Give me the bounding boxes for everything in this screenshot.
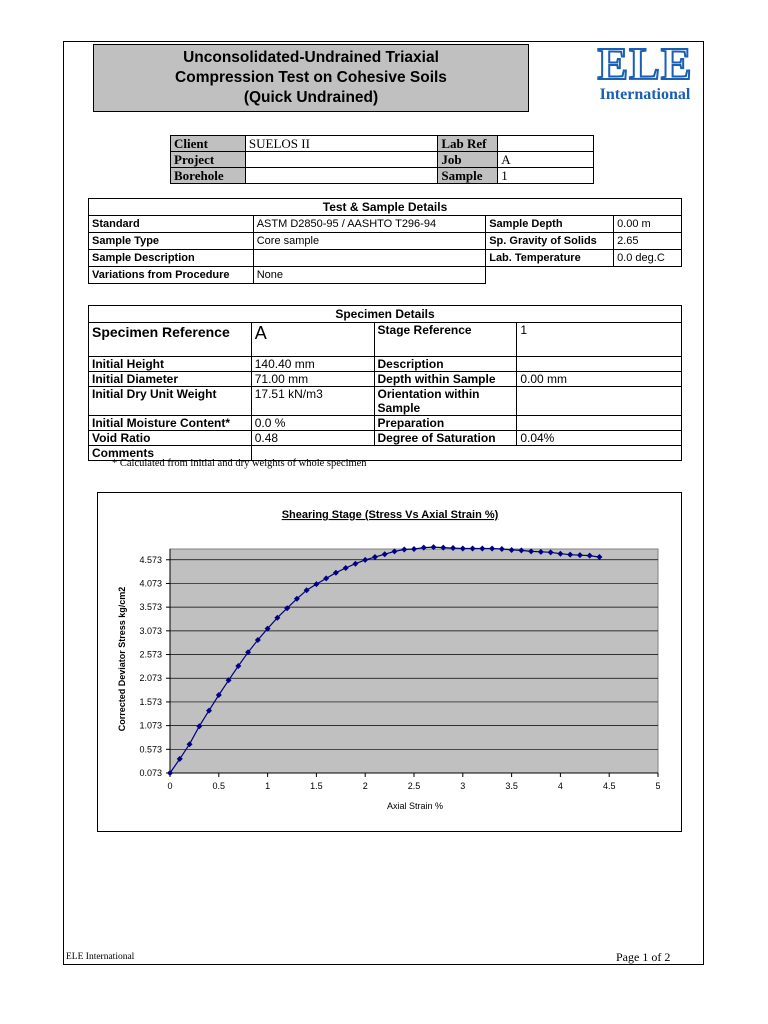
specimen-heading: Specimen Details [89,306,682,323]
labref-label: Lab Ref [438,136,498,152]
depth-within-value: 0.00 mm [517,372,682,387]
gravity-value: 2.65 [614,233,682,250]
y-tick-label: 4.073 [139,578,162,589]
y-tick-label: 0.573 [139,744,162,755]
preparation-label: Preparation [374,416,517,431]
y-tick-label: 1.573 [139,696,162,707]
logo-main-text: ELE [597,38,693,89]
page-number: Page 1 of 2 [616,950,671,964]
initial-diameter-value: 71.00 mm [251,372,374,387]
x-axis-label: Axial Strain % [386,801,444,811]
x-tick-label: 1 [265,781,271,791]
void-ratio-value: 0.48 [251,431,374,446]
client-label: Client [171,136,246,152]
sample-label: Sample [438,168,498,184]
x-tick-label: 4 [557,781,563,791]
description-value [517,357,682,372]
stage-ref-value: 1 [517,323,682,357]
x-tick-label: 2 [362,781,368,791]
chart-container [97,492,682,832]
initial-height-label: Initial Height [89,357,252,372]
stage-ref-label: Stage Reference [374,323,517,357]
title-line-3: (Quick Undrained) [243,89,379,106]
x-tick-label: 3 [460,781,466,791]
y-tick-label: 2.073 [139,673,162,684]
variations-label: Variations from Procedure [89,267,254,284]
comments-label: Comments [89,446,252,461]
initial-height-value: 140.40 mm [251,357,374,372]
y-tick-label: 4.573 [139,554,162,565]
x-tick-label: 1.5 [310,781,323,791]
orientation-label: Orientation within Sample [374,387,517,416]
chart-title: Shearing Stage (Stress Vs Axial Strain %) [281,509,499,521]
specimen-table [88,305,682,461]
standard-value: ASTM D2850-95 / AASHTO T296-94 [253,216,486,233]
sample-depth-label: Sample Depth [486,216,614,233]
void-ratio-label: Void Ratio [89,431,252,446]
dry-weight-label: Initial Dry Unit Weight [89,387,252,416]
labref-value [498,136,594,152]
initial-diameter-label: Initial Diameter [89,372,252,387]
x-tick-label: 0 [167,781,173,791]
project-label: Project [171,152,246,168]
empty-cell [614,267,682,284]
plot-area [170,549,658,773]
y-axis-label: Corrected Deviator Stress kg/cm2 [117,586,127,732]
sample-depth-value: 0.00 m [614,216,682,233]
title-line-2: Compression Test on Cohesive Soils [175,69,447,86]
test-sample-table [88,198,682,284]
sample-type-value: Core sample [253,233,486,250]
report-title [93,44,529,112]
borehole-label: Borehole [171,168,246,184]
y-tick-label: 3.073 [139,625,162,636]
saturation-label: Degree of Saturation [374,431,517,446]
client-table [170,135,594,184]
sample-description-label: Sample Description [89,250,254,267]
x-tick-label: 0.5 [212,781,226,791]
orientation-value [517,387,682,416]
lab-temperature-value: 0.0 deg.C [614,250,682,267]
standard-label: Standard [89,216,254,233]
preparation-value [517,416,682,431]
moisture-value: 0.0 % [251,416,374,431]
y-tick-label: 0.073 [139,768,162,778]
client-value: SUELOS II [245,136,437,152]
saturation-value: 0.04% [517,431,682,446]
y-tick-label: 2.573 [139,649,162,660]
job-value: A [498,152,594,168]
sample-value: 1 [498,168,594,184]
gravity-label: Sp. Gravity of Solids [486,233,614,250]
ele-logo [584,38,706,104]
borehole-value [245,168,437,184]
dry-weight-value: 17.51 kN/m3 [251,387,374,416]
depth-within-label: Depth within Sample [374,372,517,387]
title-line-1: Unconsolidated-Undrained Triaxial [183,49,439,66]
footer-company: ELE International [66,952,135,962]
specimen-ref-label: Specimen Reference [89,323,252,357]
empty-cell [486,267,614,284]
x-tick-label: 3.5 [505,781,518,791]
y-tick-label: 1.073 [139,720,162,731]
stress-strain-chart [98,493,681,831]
x-tick-label: 5 [655,781,661,791]
job-label: Job [438,152,498,168]
variations-value: None [253,267,486,284]
footnote: * Calculated from initial and dry weights of whole specimen [112,458,367,469]
x-tick-label: 4.5 [602,781,616,791]
sample-type-label: Sample Type [89,233,254,250]
moisture-label: Initial Moisture Content* [89,416,252,431]
x-tick-label: 2.5 [407,781,421,791]
specimen-ref-value: A [251,323,374,357]
description-label: Description [374,357,517,372]
project-value [245,152,437,168]
y-tick-label: 3.573 [139,602,162,613]
logo-sub-text: International [599,86,691,103]
sample-description-value [253,250,486,267]
lab-temperature-label: Lab. Temperature [486,250,614,267]
test-sample-heading: Test & Sample Details [89,199,682,216]
